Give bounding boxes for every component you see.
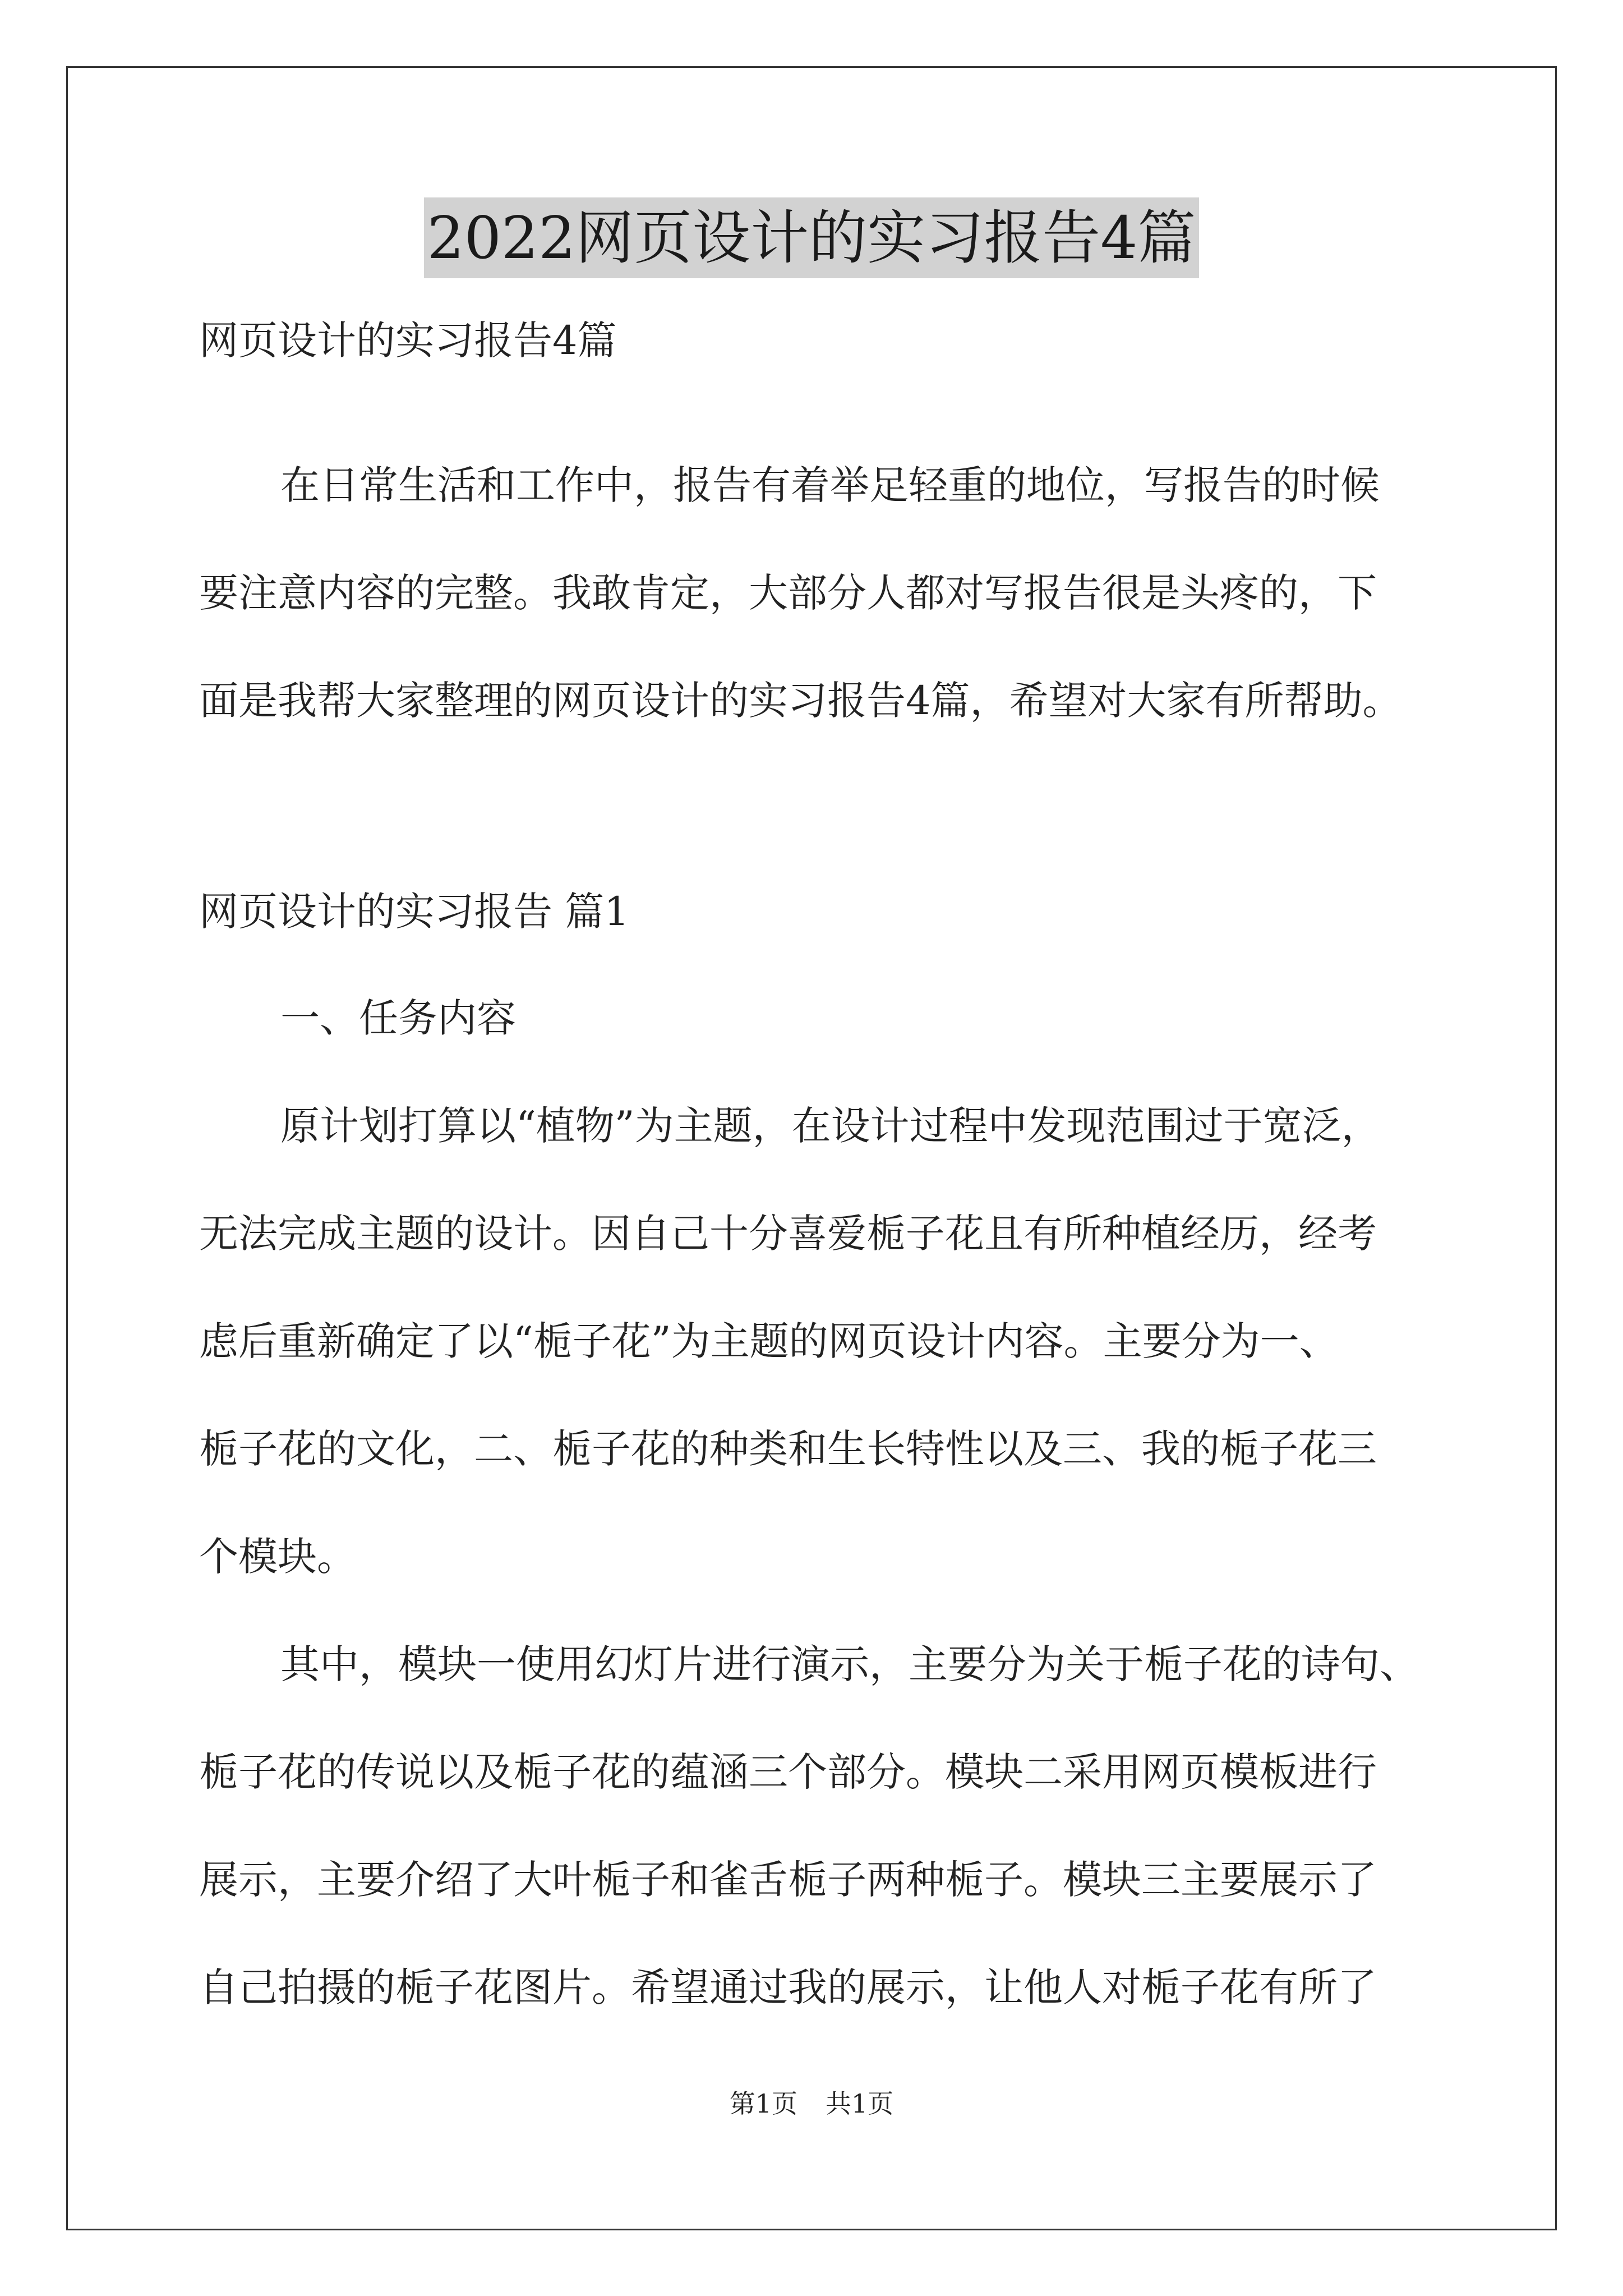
document-title: 2022网页设计的实习报告4篇 — [424, 197, 1200, 278]
para1-line-1: 原计划打算以“植物”为主题，在设计过程中发现范围过于宽泛， — [280, 1103, 1381, 1149]
section-heading: 网页设计的实习报告 篇1 — [199, 889, 629, 935]
page-footer — [0, 2087, 1623, 2120]
para2-line-1: 其中，模块一使用幻灯片进行演示，主要分为关于栀子花的诗句、 — [280, 1641, 1419, 1687]
para2-line-2: 栀子花的传说以及栀子花的蕴涵三个部分。模块二采用网页模板进行 — [199, 1749, 1377, 1795]
para2-line-3: 展示，主要介绍了大叶栀子和雀舌栀子两种栀子。模块三主要展示了 — [199, 1857, 1377, 1903]
sub-heading: 一、任务内容 — [280, 995, 516, 1041]
para1-line-3: 虑后重新确定了以“栀子花”为主题的网页设计内容。主要分为一、 — [199, 1318, 1339, 1364]
para1-line-2: 无法完成主题的设计。因自己十分喜爱栀子花且有所种植经历，经考 — [199, 1211, 1377, 1257]
intro-line-1: 在日常生活和工作中，报告有着举足轻重的地位，写报告的时候 — [280, 462, 1380, 508]
document-subtitle: 网页设计的实习报告4篇 — [199, 318, 617, 364]
page-number: 第1页 — [729, 2088, 797, 2119]
para1-line-4: 栀子花的文化，二、栀子花的种类和生长特性以及三、我的栀子花三 — [199, 1426, 1377, 1472]
page-total: 共1页 — [826, 2088, 894, 2119]
title-container — [0, 197, 1623, 278]
intro-line-3: 面是我帮大家整理的网页设计的实习报告4篇，希望对大家有所帮助。 — [199, 678, 1402, 724]
para2-line-4: 自己拍摄的栀子花图片。希望通过我的展示，让他人对栀子花有所了 — [199, 1964, 1377, 2010]
intro-line-2: 要注意内容的完整。我敢肯定，大部分人都对写报告很是头疼的，下 — [199, 570, 1377, 616]
para1-line-5: 个模块。 — [199, 1534, 356, 1580]
